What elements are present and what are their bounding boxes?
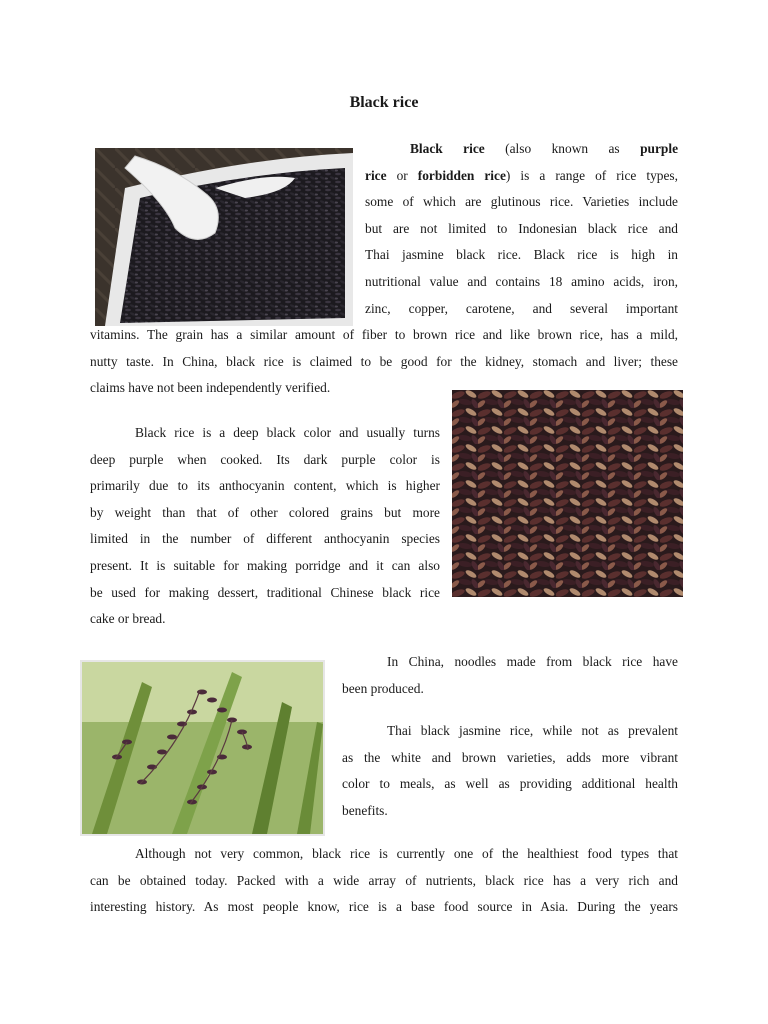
intro-line-6: nutritional value and contains 18 amino acids, iron, xyxy=(365,273,678,289)
history-line-1: Although not very common, black rice is currently one of the healthiest food types that xyxy=(135,846,678,861)
paragraph-intro xyxy=(365,136,678,322)
noodles-line-1: In China, noodles made from black rice have xyxy=(387,654,678,669)
color-line-8: cake or bread. xyxy=(90,611,166,627)
color-line-5: limited in the number of different anthocyanin species xyxy=(90,531,440,547)
page-title: Black rice xyxy=(349,94,419,111)
color-line-7: be used for making dessert, traditional Chinese black rice xyxy=(90,584,440,600)
intro-line-8: vitamins. The grain has a similar amount of fiber to brown rice and like brown rice, has a mild, xyxy=(90,327,678,342)
color-line-6: present. It is suitable for making porridge and it can also xyxy=(90,557,440,573)
history-line-3: interesting history. As most people know, rice is a base food source in Asia. During the years xyxy=(90,899,678,915)
rice-bowl-image xyxy=(95,148,353,326)
intro-line-5: Thai jasmine black rice. Black rice is high in xyxy=(365,247,678,263)
paragraph-history xyxy=(90,841,678,921)
rice-plant-image xyxy=(80,660,325,836)
thai-line-1: Thai black jasmine rice, while not as prevalent xyxy=(387,723,678,738)
intro-line-2: rice or forbidden rice) is a range of rice types, xyxy=(365,167,678,183)
history-line-2: can be obtained today. Packed with a wide array of nutrients, black rice has a very rich and xyxy=(90,872,678,888)
intro-line-1: Black rice (also known as purple xyxy=(410,141,679,156)
paragraph-color xyxy=(90,420,440,633)
intro-line-3: some of which are glutinous rice. Varieties include xyxy=(365,194,678,210)
color-line-2: deep purple when cooked. Its dark purple color is xyxy=(90,451,440,467)
color-line-3: primarily due to its anthocyanin content, which is higher xyxy=(90,478,440,494)
thai-line-4: benefits. xyxy=(342,802,388,818)
intro-line-4: but are not limited to Indonesian black rice and xyxy=(365,220,678,236)
intro-line-10: claims have not been independently verified. xyxy=(90,380,331,396)
paragraph-thai xyxy=(342,718,678,824)
rice-grains-image xyxy=(452,390,683,597)
thai-line-2: as the white and brown varieties, adds more vibrant xyxy=(342,749,678,765)
color-line-4: by weight than that of other colored grains but more xyxy=(90,504,440,520)
color-line-1: Black rice is a deep black color and usually turns xyxy=(135,425,440,440)
intro-line-9: nutty taste. In China, black rice is claimed to be good for the kidney, stomach and liver; these xyxy=(90,353,678,369)
noodles-line-2: been produced. xyxy=(342,680,424,696)
thai-line-3: color to meals, as well as providing additional health xyxy=(342,776,678,792)
intro-line-7: zinc, copper, carotene, and several important xyxy=(365,300,678,316)
paragraph-noodles xyxy=(342,649,678,702)
